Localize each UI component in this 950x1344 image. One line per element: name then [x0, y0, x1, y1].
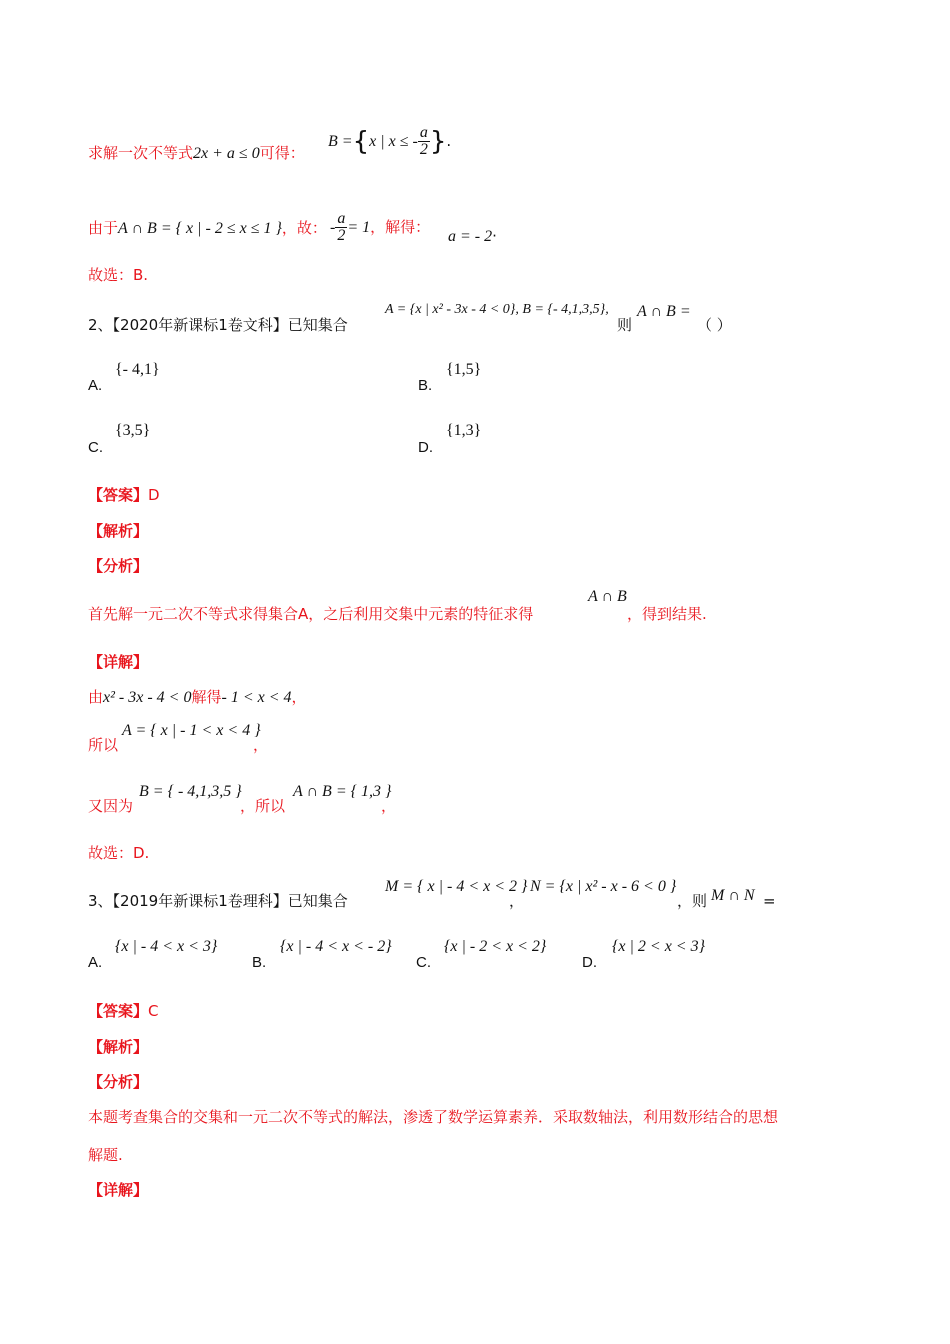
- q3-option-b-value: {x | - 4 < x < - 2}: [280, 938, 392, 955]
- q-source: 【2020年新课标1卷文科】: [112, 316, 288, 334]
- q2-paren: （ ）: [697, 316, 732, 334]
- q2-set-a: A = { x | - 1 < x < 4 }: [122, 722, 261, 739]
- q3-fenxi: 【分析】: [88, 1073, 149, 1091]
- q3-option-d-value: {x | 2 < x < 3}: [612, 938, 705, 955]
- q-stem-text: 已知集合: [287, 316, 348, 334]
- numerator: a: [337, 210, 346, 227]
- inequality: 2x + a ≤ 0: [193, 145, 260, 162]
- denominator: 2: [337, 227, 346, 244]
- q2-intersection: A ∩ B = { 1,3 }: [293, 783, 392, 800]
- fraction: [418, 125, 430, 158]
- q2-option-b-value: {1,5}: [446, 361, 482, 378]
- q2-fenxi-math: A ∩ B: [588, 588, 627, 605]
- set-lhs: B =: [328, 133, 353, 150]
- q2-option-a-label[interactable]: A.: [88, 377, 103, 394]
- answer-value: C: [148, 1002, 159, 1020]
- q2-option-a-value: {- 4,1}: [115, 361, 160, 378]
- q2-set-b: B = { - 4,1,3,5 }: [139, 783, 242, 800]
- q3-option-c-value: {x | - 2 < x < 2}: [444, 938, 547, 955]
- text: ，故：: [281, 219, 327, 237]
- text: 可得：: [259, 144, 305, 162]
- minus: -: [330, 219, 336, 236]
- dot: ·: [492, 227, 497, 245]
- q3-set-n: N = {x | x² - x - 6 < 0 }: [530, 878, 677, 895]
- q2-detail-1: [88, 687, 307, 708]
- q3-xiangjie: 【详解】: [88, 1181, 149, 1199]
- q2-answer: [88, 485, 160, 505]
- fraction: [335, 211, 347, 244]
- q3-option-a-value: {x | - 4 < x < 3}: [115, 938, 218, 955]
- q2-xiangjie: 【详解】: [88, 653, 149, 671]
- text: 由于: [88, 219, 119, 237]
- denominator: 2: [419, 141, 428, 158]
- q3-answer: [88, 1001, 159, 1021]
- q2-detail-2-tail: ，: [253, 736, 269, 754]
- text: 求解一次不等式: [88, 144, 194, 162]
- q2-sets: A = {x | x² - 3x - 4 < 0}, B = {- 4,1,3,5},: [385, 302, 609, 317]
- text: 所以: [88, 736, 119, 754]
- set-body: x | x ≤ -: [369, 133, 418, 150]
- q3-then: ，则: [677, 892, 708, 910]
- answer-tag: 【答案】: [88, 1002, 149, 1020]
- period: .: [446, 132, 452, 150]
- text: ，解得：: [370, 218, 431, 236]
- solution-line-1: [88, 143, 305, 164]
- q3-set-m: M = { x | - 4 < x < 2 }: [385, 878, 528, 895]
- q2-detail-2: [88, 735, 118, 755]
- text: 首先解一元二次不等式求得集合A，之后利用交集中元素的特征求得: [88, 605, 534, 623]
- text: 又因为: [88, 797, 134, 815]
- q2-option-b-label[interactable]: B.: [418, 377, 433, 394]
- solution-range: - 1 < x < 4: [221, 689, 292, 706]
- solution-line-2: [88, 218, 327, 239]
- q3-stem: [88, 891, 348, 911]
- fraction-eq: [330, 204, 430, 251]
- text: ，: [291, 688, 307, 706]
- q3-eq: =: [763, 892, 776, 910]
- intersection: A ∩ B = { x | - 2 ≤ x ≤ 1 }: [118, 220, 282, 237]
- q2-option-d-value: {1,3}: [446, 422, 482, 439]
- inequality: x² - 3x - 4 < 0: [103, 689, 192, 706]
- equals-one: = 1: [347, 219, 371, 236]
- q2-stem: [88, 315, 348, 335]
- q3-expr: M ∩ N: [711, 887, 755, 904]
- q2-jiexi: 【解析】: [88, 522, 149, 540]
- answer-value: D: [148, 486, 160, 504]
- q2-option-d-label[interactable]: D.: [418, 439, 433, 456]
- q3-jiexi: 【解析】: [88, 1038, 149, 1056]
- q-number: 2、: [88, 316, 113, 334]
- q3-sep: ，: [509, 892, 525, 910]
- q2-detail-3-mid: ，所以: [240, 797, 286, 815]
- q2-fenxi-text: [88, 604, 533, 624]
- q2-option-c-value: {3,5}: [115, 422, 151, 439]
- q2-detail-3-tail: ，: [381, 797, 397, 815]
- q2-option-c-label[interactable]: C.: [88, 439, 103, 456]
- q2-then: 则: [617, 316, 633, 334]
- choose-b: 故选：B.: [88, 266, 149, 284]
- q3-fenxi-line-1: 本题考查集合的交集和一元二次不等式的解法，渗透了数学运算素养．采取数轴法，利用数形结合的思想: [88, 1108, 779, 1126]
- result-a: [448, 226, 497, 247]
- q3-option-c-label[interactable]: C.: [416, 954, 431, 971]
- q2-expr: A ∩ B =: [637, 303, 691, 320]
- q3-option-a-label[interactable]: A.: [88, 954, 103, 971]
- q3-option-d-label[interactable]: D.: [582, 954, 597, 971]
- q3-fenxi-line-2: 解题.: [88, 1146, 123, 1164]
- q3-option-b-label[interactable]: B.: [252, 954, 267, 971]
- text: 解得: [191, 688, 222, 706]
- numerator: a: [419, 124, 428, 141]
- q-source: 【2019年新课标1卷理科】: [112, 892, 288, 910]
- q2-fenxi-tail: ，得到结果.: [627, 605, 707, 623]
- q-number: 3、: [88, 892, 113, 910]
- text: 由: [88, 688, 104, 706]
- q2-fenxi: 【分析】: [88, 557, 149, 575]
- q2-choose: 故选：D.: [88, 844, 150, 862]
- q2-detail-3: [88, 796, 133, 816]
- result: a = - 2: [448, 228, 493, 245]
- q-stem-text: 已知集合: [287, 892, 348, 910]
- set-b-formula: B ={x | x ≤ - $\frac{a}{2}$ }.: [328, 124, 452, 158]
- answer-tag: 【答案】: [88, 486, 149, 504]
